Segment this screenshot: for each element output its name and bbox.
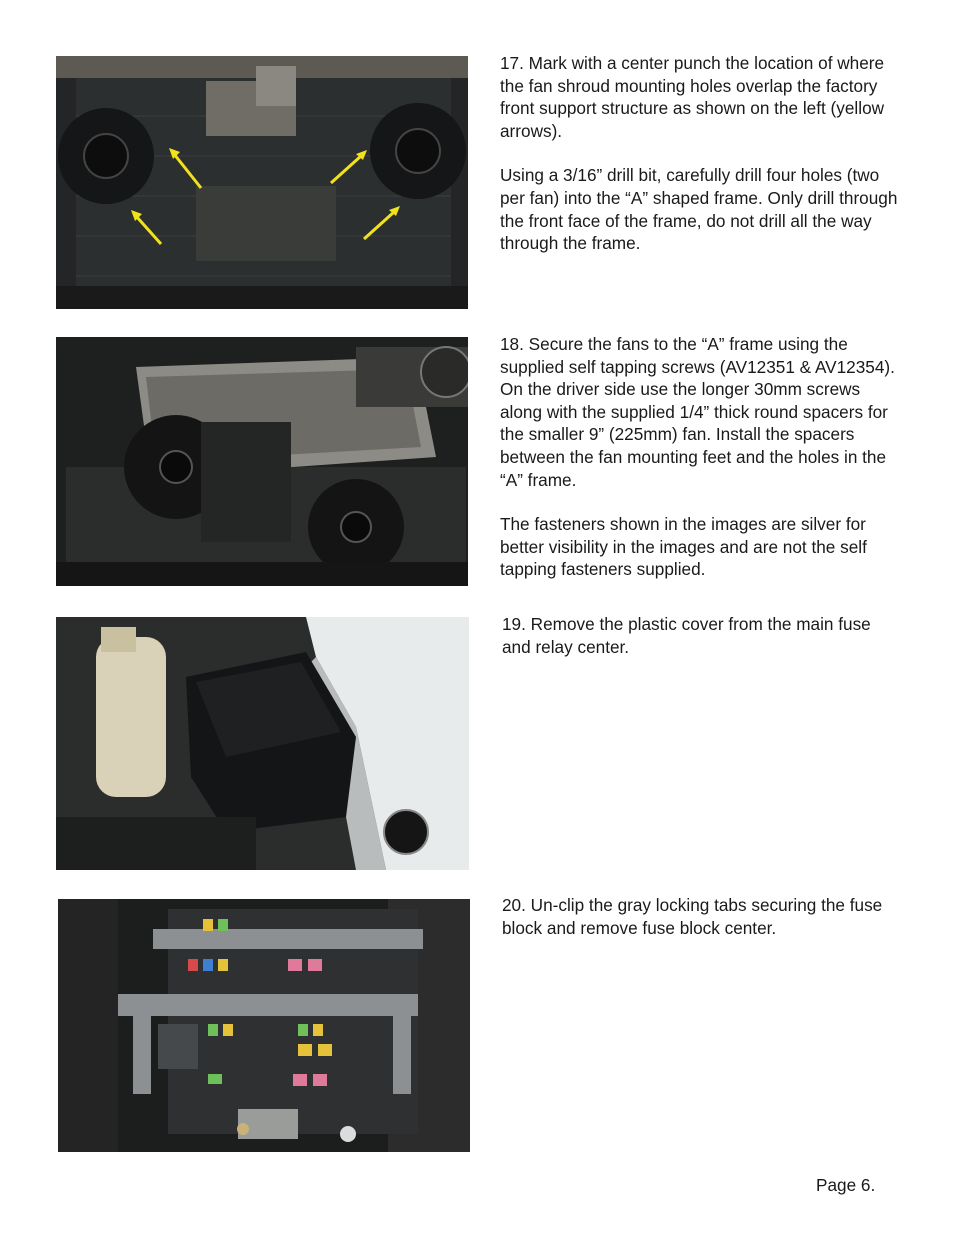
photo-fans-secured xyxy=(56,337,468,586)
page-number: Page 6. xyxy=(816,1175,876,1195)
step-17-paragraph-2: Using a 3/16” drill bit, carefully drill four holes (two per fan) into the “A” shaped frame. Only drill through the front face of the frame, do not drill all the way through the frame. xyxy=(500,165,898,254)
step-20-paragraph-1: 20. Un-clip the gray locking tabs securing the fuse block and remove fuse block center. xyxy=(502,895,883,938)
step-18-paragraph-2: The fasteners shown in the images are silver for better visibility in the images and are not the self tapping fasteners supplied. xyxy=(500,514,867,580)
step-17-instructions xyxy=(500,52,900,255)
photo-fuse-block-tabs xyxy=(58,899,470,1152)
step-18-instructions xyxy=(500,333,900,581)
step-18-paragraph-1: 18. Secure the fans to the “A” frame using the supplied self tapping screws (AV12351 & AV12354). On the driver side use the longer 30mm screws along with the supplied 1/4” thick round spacers for the smaller 9” (225mm) fan. Install the spacers between the fan mounting feet and the holes in the “A” frame. xyxy=(500,334,895,490)
photo-fan-mounting-holes xyxy=(56,56,468,309)
step-19-instructions xyxy=(502,613,902,658)
step-19-paragraph-1: 19. Remove the plastic cover from the main fuse and relay center. xyxy=(502,614,871,657)
step-20-instructions xyxy=(502,894,902,939)
step-17-paragraph-1: 17. Mark with a center punch the location of where the fan shroud mounting holes overlap the factory front support structure as shown on the left (yellow arrows). xyxy=(500,53,885,141)
photo-fuse-center-cover xyxy=(56,617,469,870)
